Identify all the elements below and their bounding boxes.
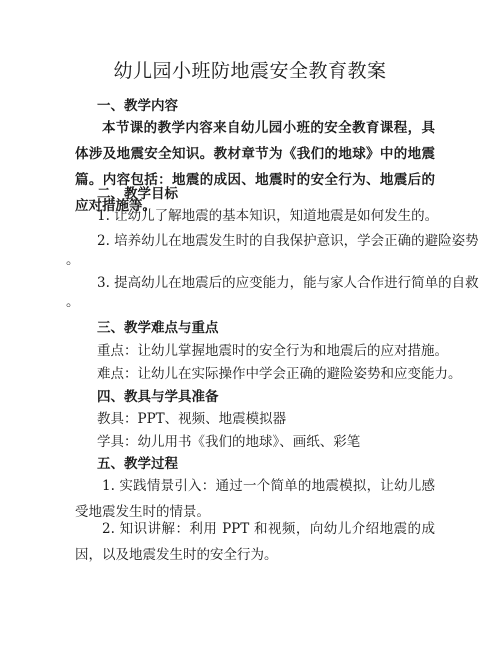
section-heading-teaching-goals: 二、教学目标 (97, 186, 178, 202)
goal-item-2: 2. 培养幼儿在地震发生时的自我保护意识，学会正确的避险姿势 (97, 233, 479, 249)
section-heading-difficulty-key: 三、教学难点与重点 (97, 320, 219, 336)
goal-item-2-tail: 。 (66, 252, 80, 268)
teacher-aids-text: 教具：PPT、视频、地震模拟器 (97, 411, 287, 427)
goal-item-1: 1. 让幼儿了解地震的基本知识，知道地震是如何发生的。 (97, 208, 439, 224)
goal-item-3: 3. 提高幼儿在地震后的应变能力，能与家人合作进行简单的自救 (97, 275, 479, 291)
difficulty-text: 难点：让幼儿在实际操作中学会正确的避险姿势和应变能力。 (97, 366, 462, 382)
key-point-text: 重点：让幼儿掌握地震时的安全行为和地震后的应对措施。 (97, 343, 448, 359)
section-heading-process: 五、教学过程 (97, 456, 178, 472)
section-heading-teaching-content: 一、教学内容 (97, 98, 178, 114)
teaching-content-paragraph: 本节课的教学内容来自幼儿园小班的安全教育课程，具体涉及地震安全知识。教材章节为《我们的地球》中的地震篇。内容包括：地震的成因、地震时的安全行为、地震后的应对措施等。 (75, 120, 435, 214)
process-step-1: 1. 实践情景引入：通过一个简单的地震模拟，让幼儿感受地震发生时的情景。 (75, 478, 435, 520)
section-heading-materials: 四、教具与学具准备 (97, 389, 219, 405)
document-title: 幼儿园小班防地震安全教育教案 (113, 60, 387, 82)
goal-item-3-tail: 。 (66, 294, 80, 310)
process-step-2: 2. 知识讲解：利用 PPT 和视频，向幼儿介绍地震的成因，以及地震发生时的安全行为。 (75, 521, 435, 563)
student-aids-text: 学具：幼儿用书《我们的地球》、画纸、彩笔 (97, 434, 361, 450)
